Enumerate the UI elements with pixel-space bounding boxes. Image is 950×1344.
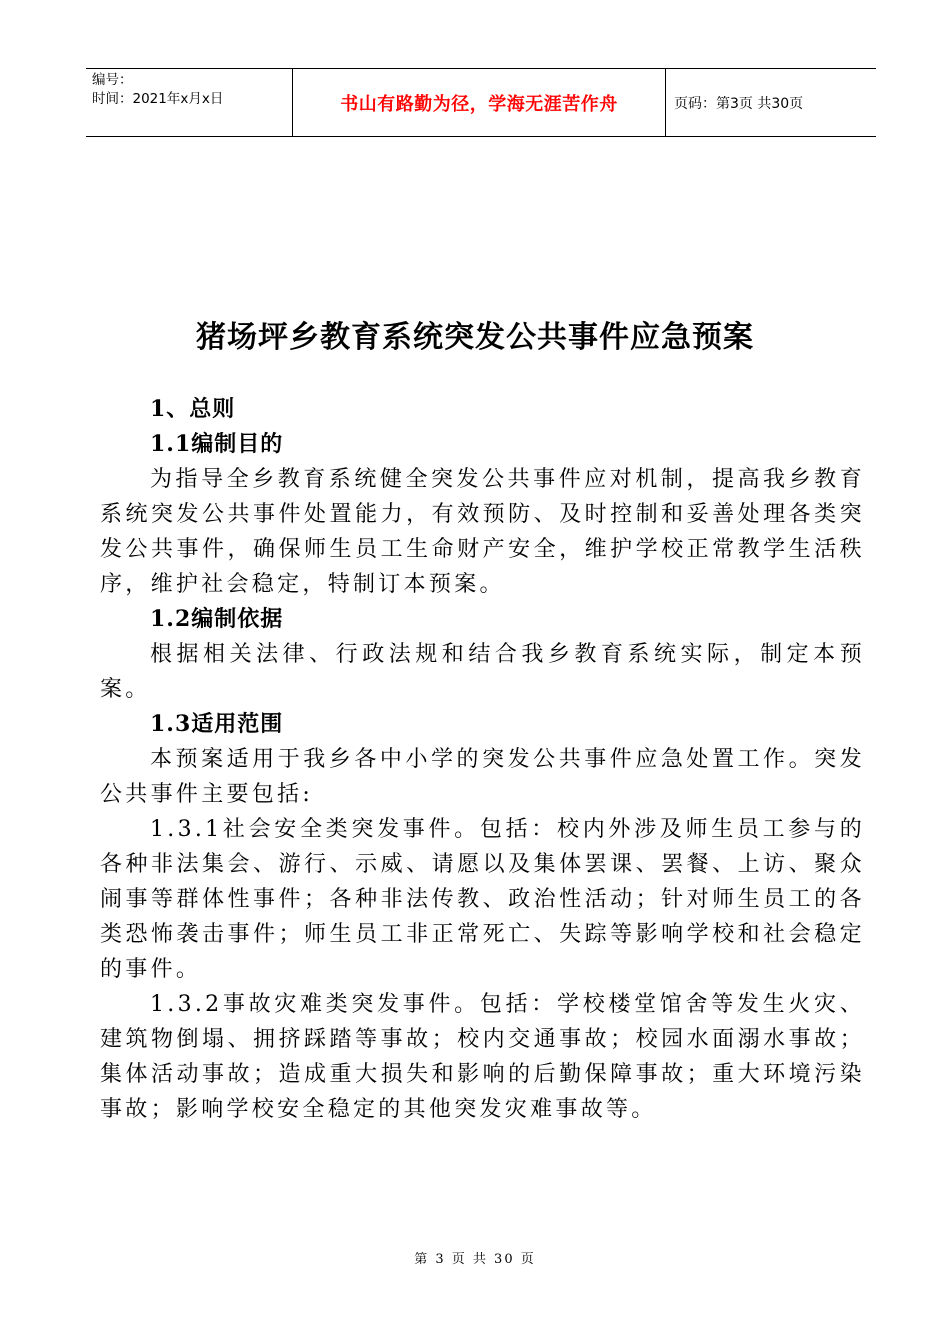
- page-header: [86, 68, 876, 137]
- section-heading: 1、总则: [150, 396, 236, 422]
- document-time-label: 时间：2021年x月x日: [92, 91, 224, 107]
- document-body: [100, 392, 865, 1127]
- section-heading: 1.1编制目的: [150, 431, 284, 457]
- body-paragraph: 本预案适用于我乡各中小学的突发公共事件应急处置工作。突发公共事件主要包括:: [100, 747, 865, 807]
- body-paragraph: 1.3.2事故灾难类突发事件。包括：学校楼堂馆舍等发生火灾、建筑物倒塌、拥挤踩踏等事故；校内交通事故；校园水面溺水事故；集体活动事故；造成重大损失和影响的后勤保障事故；重大环境污染事故；影响学校安全稳定的其他突发灾难事故等。: [100, 992, 865, 1122]
- section-heading: 1.3适用范围: [150, 711, 284, 737]
- body-paragraph: 1.3.1社会安全类突发事件。包括：校内外涉及师生员工参与的各种非法集会、游行、示威、请愿以及集体罢课、罢餐、上访、聚众闹事等群体性事件；各种非法传教、政治性活动；针对师生员工的各类恐怖袭击事件；师生员工非正常死亡、失踪等影响学校和社会稳定的事件。: [100, 817, 865, 982]
- body-paragraph: 为指导全乡教育系统健全突发公共事件应对机制，提高我乡教育系统突发公共事件处置能力，有效预防、及时控制和妥善处理各类突发公共事件，确保师生员工生命财产安全，维护学校正常教学生活秩序，维护社会稳定，特制订本预案。: [100, 467, 865, 597]
- header-motto: 书山有路勤为径，学海无涯苦作舟: [292, 69, 666, 136]
- header-meta: [86, 69, 292, 136]
- body-paragraph: 根据相关法律、行政法规和结合我乡教育系统实际，制定本预案。: [100, 642, 865, 702]
- document-number-label: 编号：: [92, 72, 133, 88]
- document-title: 猪场坪乡教育系统突发公共事件应急预案: [196, 320, 754, 355]
- page-footer: 第 3 页 共 30 页: [414, 1252, 536, 1267]
- header-page-info: 页码：第3页 共30页: [674, 95, 804, 112]
- section-heading: 1.2编制依据: [150, 606, 284, 632]
